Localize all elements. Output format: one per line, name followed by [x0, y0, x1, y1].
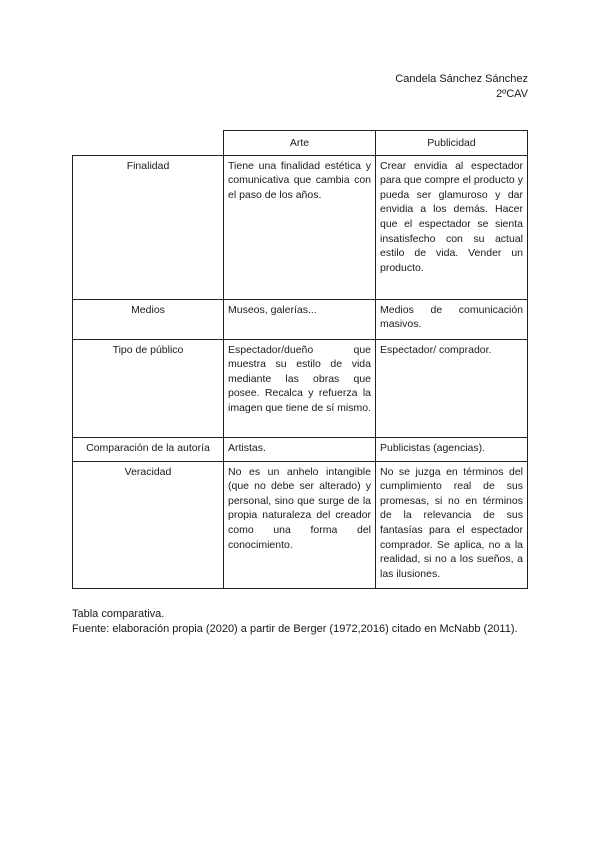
comparison-table — [72, 130, 528, 589]
table-row — [73, 461, 528, 588]
cell-arte: Museos, galerías... — [224, 299, 376, 339]
cell-arte: Espectador/dueño que muestra su estilo de vida mediante las obras que posee. Recalca y refuerza la imagen que tiene de sí mismo. — [224, 339, 376, 437]
cell-publicidad: Publicistas (agencias). — [376, 437, 528, 461]
author-name: Candela Sánchez Sánchez — [395, 73, 528, 85]
author-course: 2ºCAV — [496, 88, 528, 100]
row-label: Tipo de público — [73, 339, 224, 437]
table-row — [73, 299, 528, 339]
row-label: Comparación de la autoría — [73, 437, 224, 461]
table-header-row — [73, 131, 528, 156]
author-block — [395, 72, 528, 102]
row-label: Finalidad — [73, 155, 224, 299]
caption-source: Fuente: elaboración propia (2020) a partir de Berger (1972,2016) citado en McNabb (2011). — [72, 623, 518, 635]
row-label: Medios — [73, 299, 224, 339]
table-row — [73, 155, 528, 299]
caption-title: Tabla comparativa. — [72, 608, 165, 620]
table-row — [73, 437, 528, 461]
cell-publicidad: Crear envidia al espectador para que compre el producto y pueda ser glamuroso y dar envidia a los demás. Hacer que el espectador se sienta insatisfecho con su actual estilo de vida. Vender un producto. — [376, 155, 528, 299]
table-caption — [72, 607, 518, 637]
cell-publicidad: No se juzga en términos del cumplimiento real de sus promesas, si no en términos de la relevancia de sus fantasías para el espectador comprador. Se aplica, no a la realidad, si no a los sueños, a las ilusiones. — [376, 461, 528, 588]
header-empty-cell — [73, 131, 224, 156]
cell-arte: Tiene una finalidad estética y comunicativa que cambia con el paso de los años. — [224, 155, 376, 299]
header-arte: Arte — [224, 131, 376, 156]
cell-arte: Artistas. — [224, 437, 376, 461]
table-row — [73, 339, 528, 437]
header-publicidad: Publicidad — [376, 131, 528, 156]
cell-publicidad: Espectador/ comprador. — [376, 339, 528, 437]
cell-publicidad: Medios de comunicación masivos. — [376, 299, 528, 339]
row-label: Veracidad — [73, 461, 224, 588]
cell-arte: No es un anhelo intangible (que no debe ser alterado) y personal, sino que surge de la propia naturaleza del creador como una forma del conocimiento. — [224, 461, 376, 588]
